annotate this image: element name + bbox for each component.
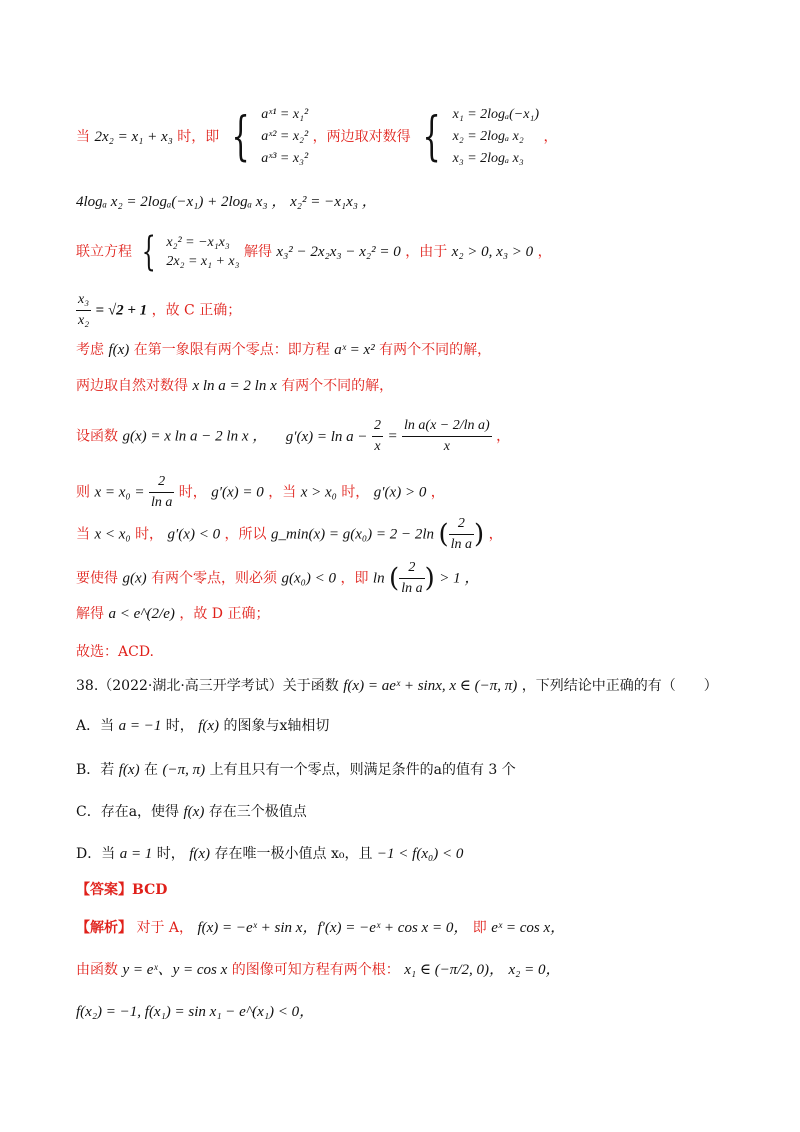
line-7 xyxy=(76,416,510,457)
text: ，两边取对数得 xyxy=(312,129,411,145)
text: ， xyxy=(496,428,511,445)
math: x ln a = 2 ln x xyxy=(192,378,277,394)
line-12: 故选：ACD. xyxy=(76,644,154,660)
text: 时， xyxy=(156,846,185,862)
math: g(x) xyxy=(122,570,147,587)
brace: { xyxy=(422,107,441,167)
text: 要使得 xyxy=(76,570,118,587)
option-c xyxy=(76,802,307,822)
text: C．存在a，使得 xyxy=(76,804,180,820)
line-3 xyxy=(76,229,552,275)
denominator: x xyxy=(443,439,450,454)
math: f(x) xyxy=(183,804,205,820)
eq: x₂ = 2logₐ x₂ xyxy=(452,129,524,144)
text: 有两个零点，则必须 xyxy=(151,570,278,587)
eq: x₁ = 2logₐ(−x₁) xyxy=(452,107,539,122)
answer-value: BCD xyxy=(132,882,168,898)
fraction xyxy=(399,558,424,599)
math: f(x) xyxy=(108,342,130,358)
system-3 xyxy=(166,233,239,271)
text: B．若 xyxy=(76,762,115,778)
math: > 1 ， xyxy=(439,570,480,587)
text: 考虑 xyxy=(76,342,104,358)
text: 解得 xyxy=(243,244,272,260)
line-8 xyxy=(76,472,445,513)
math: f(x) xyxy=(198,718,220,734)
brace: { xyxy=(142,229,157,275)
analysis-label: 【解析】 xyxy=(76,920,132,936)
math: a = −1 xyxy=(118,718,162,734)
option-b xyxy=(76,760,516,780)
numerator: 2 xyxy=(372,416,383,437)
line-5 xyxy=(76,340,491,360)
option-a xyxy=(76,716,329,736)
text: 两边取自然对数得 xyxy=(76,378,188,394)
math: a < e^(2/e) xyxy=(108,606,175,622)
text: 对于 A， xyxy=(136,920,194,936)
text: 则 xyxy=(76,484,90,501)
math: y = eˣ、y = cos x xyxy=(122,962,228,978)
fraction xyxy=(449,514,474,555)
text: ，所以 xyxy=(224,526,267,543)
text: ， xyxy=(537,244,552,260)
eq: x₂² = −x₁x₃ xyxy=(166,235,230,250)
eq: 2x₂ = x₁ + x₃ xyxy=(166,254,240,269)
option-d xyxy=(76,844,463,864)
paren: ( xyxy=(389,563,400,594)
text: 的图像可知方程有两个根： xyxy=(231,962,400,978)
eq: aˣ² = x₂² xyxy=(261,129,309,144)
text: ，即 xyxy=(340,570,369,587)
math: eˣ = cos x， xyxy=(491,920,566,936)
text: 上有且只有一个零点，则满足条件的a的值有 3 个 xyxy=(209,762,516,778)
text: 联立方程 xyxy=(76,244,132,260)
numerator: 2 xyxy=(449,514,474,535)
line-11 xyxy=(76,604,269,624)
line-2: 4logₐ x₂ = 2logₐ(−x₁) + 2logₐ x₃ ， x₂² = −x₁x₃ ， xyxy=(76,194,377,210)
math: x₁ ∈ (−π/2, 0)， xyxy=(404,962,504,978)
math: 2x₂ = x₁ + x₃ xyxy=(94,129,173,145)
eq: x₃ = 2logₐ x₃ xyxy=(452,151,524,166)
text: 有两个不同的解， xyxy=(281,378,394,394)
text: 设函数 xyxy=(76,428,118,445)
math: x₃² − 2x₂x₃ − x₂² = 0 xyxy=(276,244,401,260)
math: (−π, π) xyxy=(162,762,206,778)
eq: aˣ³ = x₃² xyxy=(261,151,309,166)
line-6 xyxy=(76,376,393,396)
answer-line xyxy=(76,880,167,900)
line-1 xyxy=(76,104,557,166)
text: 38.（2022·湖北·高三开学考试）关于函数 xyxy=(76,678,339,694)
math: g′(x) = ln a − xyxy=(285,428,368,445)
text: 时， xyxy=(165,718,194,734)
math: g′(x) = 0 xyxy=(211,484,264,501)
math: x₂ = 0， xyxy=(508,962,561,978)
text: 存在三个极值点 xyxy=(208,804,307,820)
math: x < x₀ xyxy=(94,526,131,543)
line-9 xyxy=(76,514,503,555)
answer-label: 【答案】 xyxy=(76,882,132,898)
math: f(x) = −eˣ + sin x，f′(x) = −eˣ + cos x = 0， xyxy=(197,920,469,936)
text: 当 xyxy=(76,129,90,145)
brace: { xyxy=(231,107,250,167)
text: 的图象与x轴相切 xyxy=(223,718,330,734)
analysis-line-3: f(x₂) = −1, f(x₁) = sin x₁ − e^(x₁) < 0， xyxy=(76,1004,315,1020)
math: a = 1 xyxy=(119,846,153,862)
numerator: 2 xyxy=(149,472,174,493)
text: 当 xyxy=(76,526,90,543)
text: ， xyxy=(430,484,445,501)
math: g′(x) < 0 xyxy=(167,526,221,543)
fraction xyxy=(149,472,174,513)
math: g(x) = x ln a − 2 ln x ， xyxy=(122,428,268,445)
math: f(x) xyxy=(189,846,211,862)
fraction xyxy=(402,416,492,457)
line-10 xyxy=(76,558,479,599)
denominator: ln a xyxy=(401,581,423,596)
equals: = xyxy=(387,428,398,445)
numerator: 2 xyxy=(399,558,424,579)
text: 在第一象限有两个零点：即方程 xyxy=(133,342,330,358)
paren: ) xyxy=(474,519,485,550)
text: 时， xyxy=(135,526,164,543)
text: 存在唯一极小值点 x₀，且 xyxy=(214,846,373,862)
numerator: ln a(x − 2/ln a) xyxy=(402,416,492,437)
text: ，故 D 正确； xyxy=(179,606,270,622)
system-1 xyxy=(261,104,308,170)
math: g_min(x) = g(x₀) = 2 − 2ln xyxy=(270,526,435,543)
math: g′(x) > 0 xyxy=(373,484,427,501)
system-2 xyxy=(453,104,539,170)
math: g(x₀) < 0 xyxy=(281,570,337,587)
math: x = x₀ = xyxy=(94,484,145,501)
denominator: x xyxy=(374,439,381,454)
text: ， xyxy=(488,526,503,543)
text: ，下列结论中正确的有（ ） xyxy=(521,678,718,694)
text: A．当 xyxy=(76,718,115,734)
text: 时， xyxy=(341,484,370,501)
math: x > x₀ xyxy=(300,484,337,501)
denominator: ln a xyxy=(450,537,473,552)
text: 时，即 xyxy=(177,129,220,145)
analysis-line-2 xyxy=(76,960,560,980)
eq: aˣ¹ = x₁² xyxy=(261,107,309,122)
line-4 xyxy=(76,290,241,331)
text: 在 xyxy=(144,762,159,778)
numerator: x₃ xyxy=(76,290,91,311)
math: x₂ > 0, x₃ > 0 xyxy=(451,244,534,260)
fraction xyxy=(76,290,91,331)
paren: ( xyxy=(438,519,449,550)
text: 解得 xyxy=(76,606,104,622)
text: ， xyxy=(543,129,558,145)
math: ln xyxy=(372,570,385,587)
text: ，当 xyxy=(268,484,297,501)
denominator: x₂ xyxy=(78,313,90,328)
text: 时， xyxy=(178,484,207,501)
text: 由函数 xyxy=(76,962,118,978)
math: −1 < f(x₀) < 0 xyxy=(376,846,464,862)
text: ，由于 xyxy=(405,244,448,260)
math: f(x) = aeˣ + sinx, x ∈ (−π, π) xyxy=(343,678,518,694)
text: 有两个不同的解， xyxy=(379,342,492,358)
fraction xyxy=(372,416,383,457)
text: D．当 xyxy=(76,846,116,862)
question-38 xyxy=(76,676,718,696)
math: aˣ = x² xyxy=(334,342,375,358)
text: ，故 C 正确； xyxy=(151,302,242,319)
math: = √2 + 1 xyxy=(95,302,148,319)
denominator: ln a xyxy=(150,495,173,510)
math: f(x) xyxy=(118,762,140,778)
paren: ) xyxy=(424,563,435,594)
text: 即 xyxy=(472,920,487,936)
analysis-line xyxy=(76,918,565,938)
